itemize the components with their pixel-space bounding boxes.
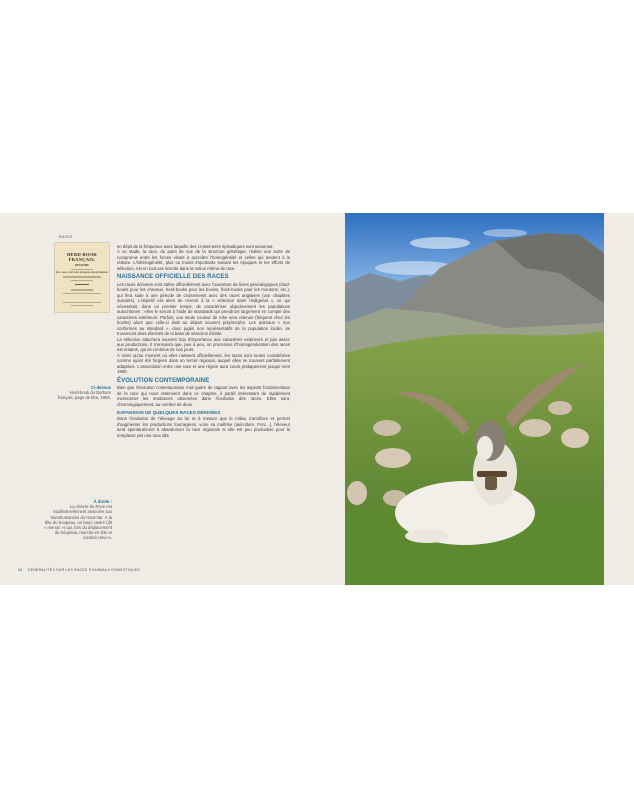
herd-book-title-page: [55, 243, 109, 312]
goat-photo: [345, 213, 604, 585]
sheep: [373, 420, 401, 436]
text-line: [71, 289, 93, 290]
paragraph: À ce stade, la race, du point de vue de la structure génétique, réalise une sorte de compromis entre les forces visant à accroître l'homogénéité et celles qui tendent à la réduire. L'hétérogénéité, plus ou moins importante suivant les époques et les efforts de sélection, est en tout cas inscrite dans la notion même de race.: [117, 249, 290, 271]
section-heading: NAISSANCE OFFICIELLE DES RACES: [117, 274, 229, 281]
sheep: [548, 401, 572, 415]
herd-book-title: HERD BOOK FRANÇAIS.: [66, 252, 97, 262]
goat-bell: [485, 476, 497, 490]
subsection-heading: EXPANSION DE QUELQUES RACES DÉRIVÉES: [117, 410, 221, 416]
text-line: [71, 269, 93, 270]
text-line: [63, 276, 101, 277]
footer-title: GÉNÉRALITÉS SUR LES RACES D'ANIMAUX DOMESTIQUES: [27, 568, 141, 572]
page-number: 12: [18, 568, 23, 572]
paragraph: en dépit de la fréquence avec laquelle des croisements épisodiques sont survenus.: [117, 244, 274, 249]
goat-leg: [405, 529, 449, 543]
caption-label: À droite :: [93, 499, 112, 504]
paragraph: La sélection attachera souvent trop d'importance aux caractères extérieurs et pas assez aux productions. Il s'ensuivra que, peu à peu, un processus d'homogénéisation des races est entamé, qui se continue de nos jours.: [117, 336, 290, 353]
herd-book-subtitle: REGISTRE: [75, 264, 89, 267]
text-line: [71, 280, 93, 281]
caption-text: La chèvre du Rove est traditionnellement associée aux transhumances du Haut-Var. À la tête du troupeau, un bouc castré (dit « menon ») qui, lors du déplacement du troupeau, marche en tête et conduit celui-ci.: [44, 504, 112, 541]
running-head: RACES: [59, 235, 73, 239]
section-heading: ÉVOLUTION CONTEMPORAINE: [117, 377, 210, 384]
herd-book-race-line: DE LA RACE BOVINE DURHAM-SHORT-HORNS.: [55, 272, 109, 275]
paragraph: Les races dérivées vont naître officiellement avec l'ouverture de livres généalogiques (stud-books pour les chevaux, herd-books pour les bovins, flock-books pour les moutons, etc.), qui fera suite à une période de croisements avec des races anglaises (voir chapitres suivants). L'objectif est alors de revenir à la « sélection dans l'indigénat », ce qui nécessitait, dans un premier temps, de caractériser objectivement les populations autochtones : elles le seront à l'aide de standards qui prendront largement en compte des caractères extérieurs. Parfois, une seule couleur de robe sera retenue (fréquent chez les bovins) alors que celle-ci était au départ souvent polymorphe. Les animaux « non conformes au standard », donc jugés non représentatifs de la population locale, se trouveront alors éliminés de la base de sélection initiale.: [117, 281, 290, 337]
paragraph: Bien que l'évolution contemporaine n'ait guère de rapport avec les aspects fondamentaux de la race qui nous retiennent dans ce chapitre, il paraît intéressant de rapidement mentionner les tendances observées dans l'évolution des races. Elles sont, chronologiquement, au nombre de deux.: [117, 385, 290, 407]
paragraph: Dans l'évolution de l'élevage au fur et à mesure que le milieu s'améliore et permet d'augmenter les productions fourragères, voire sa maîtrise (aviculture, Porc...), l'éleveur tend spontanément à abandonner la race régionale si elle est peu productive pour la remplacer par une race dite: [117, 416, 290, 438]
text-line: [63, 302, 101, 303]
sheep: [561, 428, 589, 448]
sheep: [375, 448, 411, 468]
page-footer: [18, 568, 140, 572]
paragraph: À noter qu'au moment où elles naissent officiellement, les races sont toutes considérées comme ayant été forgées dans un terroir régional, auquel elles se trouvent parfaitement adaptées. L'association entre une race et une région aura cours pratiquement jusque vers 1960.: [117, 352, 290, 375]
book-spread: [0, 213, 634, 585]
main-text-column: [117, 244, 290, 438]
sheep: [519, 419, 551, 437]
cloud: [410, 237, 470, 249]
caption-text: Herd-book du Durham français, page de titre, 1855.: [57, 390, 111, 401]
caption-rove-goat: [44, 499, 112, 541]
caption-herd-book: [56, 385, 111, 401]
sheep: [347, 481, 367, 505]
caption-label: Ci-dessus: [90, 385, 111, 390]
text-line: [63, 293, 101, 294]
goat-face-patch: [477, 436, 493, 460]
cloud: [483, 229, 527, 237]
text-line: [71, 305, 93, 306]
